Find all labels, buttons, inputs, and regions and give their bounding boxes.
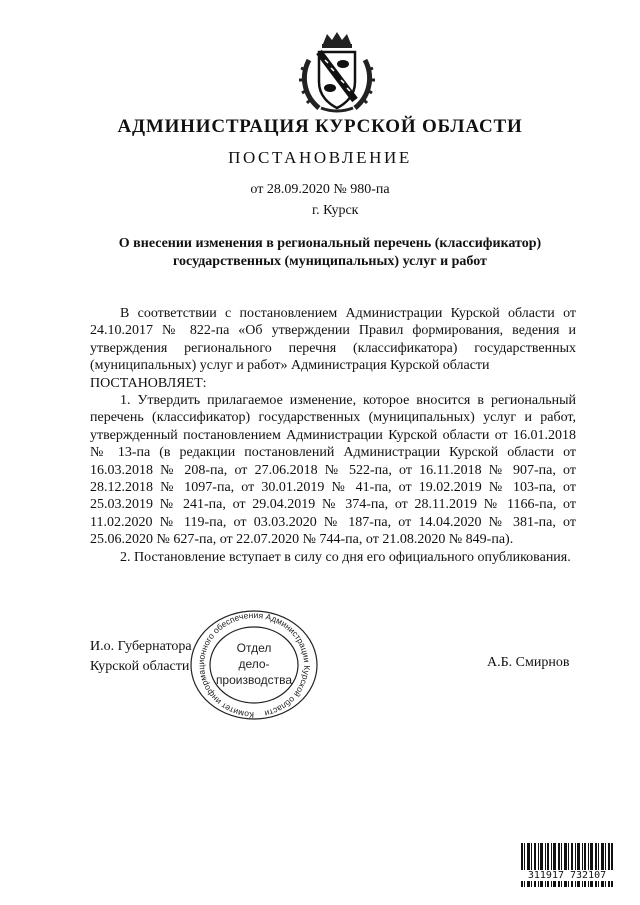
document-city: г. Курск: [312, 203, 359, 218]
office-stamp-icon: [186, 608, 322, 722]
stamp-center-line-2: дело-: [238, 657, 270, 671]
signatory-position: [90, 637, 192, 677]
stamp-center-line-3: производства: [215, 673, 293, 687]
subject-line-2: государственных (муниципальных) услуг и работ: [173, 254, 487, 269]
position-line-1: И.о. Губернатора: [90, 639, 192, 654]
position-line-2: Курской области: [90, 659, 190, 674]
subject-line-1: О внесении изменения в региональный перечень (классификатор): [118, 236, 542, 251]
intro-paragraph: В соответствии с постановлением Администрации Курской области от 24.10.2017 № 822-па «Об утверждении Правил формирования, ведения и утверждения регионального перечня (классификатора) государственных (муниципальных) услуг и работ» Администрация Курской области: [90, 306, 576, 374]
barcode-number: 311917 732107: [521, 870, 613, 881]
item-1-paragraph: 1. Утвердить прилагаемое изменение, которое вносится в региональный перечень (классификатор) государственных (муниципальных) услуг и работ, утвержденный постановлением Администрации Курской области от 16.01.2018 № 13-па (в редакции постановлений Администрации Курской области от 16.03.2018 № 208-па, от 27.06.2018 № 522-па, от 16.11.2018 № 907-па, от 28.12.2018 № 1097-па, от 30.01.2019 № 41-па, от 19.02.2019 № 103-па, от 25.03.2019 № 241-па, от 29.04.2019 № 374-па, от 28.11.2019 № 1166-па, от 11.02.2020 № 119-па, от 03.03.2020 № 187-па, от 14.04.2020 № 381-па, от 25.06.2020 № 627-па, от 22.07.2020 № 744-па, от 21.08.2020 № 849-па).: [90, 393, 576, 548]
signatory-name: А.Б. Смирнов: [487, 655, 570, 670]
stamp-ring-text: Комитет информационного обеспечения Администрации Курской области: [195, 609, 313, 721]
item-2-paragraph: 2. Постановление вступает в силу со дня его официального опубликования.: [120, 549, 571, 565]
document-body: [90, 305, 576, 566]
resolves-heading: ПОСТАНОВЛЯЕТ:: [90, 375, 207, 391]
coat-of-arms-emblem: [297, 30, 377, 115]
document-subject: [0, 235, 640, 271]
organization-title: АДМИНИСТРАЦИЯ КУРСКОЙ ОБЛАСТИ: [117, 116, 523, 137]
stamp-center-line-1: Отдел: [236, 641, 272, 655]
document-date-number: от 28.09.2020 № 980-па: [250, 182, 390, 197]
document-type: ПОСТАНОВЛЕНИЕ: [228, 148, 412, 167]
